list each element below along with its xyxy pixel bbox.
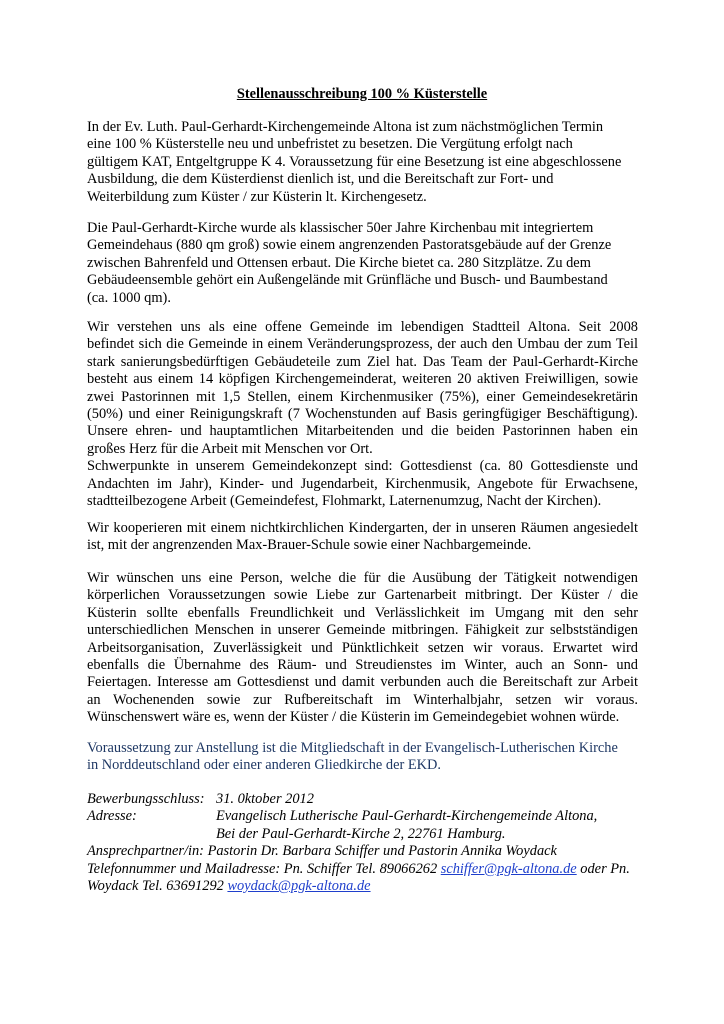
text-line: unterschiedlichen Menschen in unserer Gemeinde mitbringen. Fähigkeit zur selbstständigen [87,622,638,639]
text-line: Küsterin sollte ebenfalls Freundlichkeit und Verlässlichkeit im Umgang mit den sehr [87,604,638,621]
email-link-schiffer[interactable]: schiffer@pgk-altona.de [440,860,577,877]
text-line: stadtteilbezogene Arbeit (Gemeindefest, Flohmarkt, Laternenumzug, Nacht der Kirchen). [87,493,602,510]
text-line: Unsere ehren- und hauptamtlichen Mitarbeitenden und die beiden Pastorinnen haben ein [87,423,638,440]
address-label: Adresse: [87,808,137,825]
text-line: Arbeitsorganisation, Zuverlässigkeit und Pünktlichkeit setzen wir voraus. Erwartet wird [87,639,638,656]
document-title: Stellenausschreibung 100 % Küsterstelle [236,86,488,102]
text-line: in Norddeutschland oder einer anderen Gliedkirche der EKD. [87,757,442,774]
text-line: zwischen Bahrenfeld und Ottensen erbaut. Die Kirche bietet ca. 280 Sitzplätze. Zu dem [87,254,591,271]
deadline-row [87,791,638,808]
text-line: (50%) und einer Reinigungskraft (7 Wochenstunden auf Basis geringfügiger Beschäftigung). [87,406,638,423]
application-details [87,791,638,895]
phone-row-2 [87,878,638,895]
phone-row-1 [87,861,638,878]
phone-mid: oder Pn. [576,860,630,877]
email-link-woydack[interactable]: woydack@pgk-altona.de [227,878,371,895]
text-line: ebenfalls die Übernahme des Räum- und Streudienstes im Winter, auch an Sonn- und [87,657,638,674]
text-line: Weiterbildung zum Küster / zur Küsterin lt. Kirchengesetz. [87,188,427,205]
text-line: In der Ev. Luth. Paul-Gerhardt-Kirchengemeinde Altona ist zum nächstmöglichen Termin [87,119,604,135]
deadline-value: 31. 0ktober 2012 [216,791,314,807]
text-line: Voraussetzung zur Anstellung ist die Mitgliedschaft in der Evangelisch-Lutherischen Kirche [87,740,618,756]
text-line: Feiertagen. Interesse am Gottesdienst und damit verbunden auch die Bereitschaft zur Arbeit [87,674,638,691]
text-line: Schwerpunkte in unserem Gemeindekonzept sind: Gottesdienst (ca. 80 Gottesdienste und [87,458,638,475]
paragraph-membership [87,740,638,775]
text-line: (ca. 1000 qm). [87,289,171,306]
text-line: Andachten im Jahr), Kinder- und Jugendarbeit, Kirchenmusik, Angebote für Erwachsene, [87,475,638,492]
text-line: Gebäudeensemble gehört ein Außengelände mit Grünfläche und Busch- und Baumbestand [87,272,608,289]
text-line: körperlichen Voraussetzungen sowie Liebe zur Gartenarbeit mitbringt. Der Küster / die [87,587,638,604]
paragraph-intro [87,119,638,206]
paragraph-intro-text [87,119,638,206]
paragraph-community [87,319,638,510]
text-line: Die Paul-Gerhardt-Kirche wurde als klassischer 50er Jahre Kirchenbau mit integriertem [87,220,594,236]
paragraph-community-text [87,319,638,510]
contact-line: Ansprechpartner/in: Pastorin Dr. Barbara Schiffer und Pastorin Annika Woydack [87,843,557,860]
text-line: großes Herz für die Arbeit mit Menschen vor Ort. [87,440,373,457]
text-line: Wir kooperieren mit einem nichtkirchlichen Kindergarten, der in unseren Räumen angesiedelt [87,520,638,536]
text-line: an Wochenenden sowie zur Rufbereitschaft im Winterhalbjahr, setzen wir voraus. [87,691,638,708]
paragraph-church [87,220,638,307]
application-details-text [87,791,638,895]
text-line: Wir verstehen uns als eine offene Gemeinde im lebendigen Stadtteil Altona. Seit 2008 [87,319,638,335]
paragraph-cooperation [87,520,638,555]
text-line: Wünschenswert wäre es, wenn der Küster / die Küsterin im Gemeindegebiet wohnen würde. [87,709,620,726]
text-line: Wir wünschen uns eine Person, welche die für die Ausübung der Tätigkeit notwendigen [87,570,638,586]
phone-prefix: Telefonnummer und Mailadresse: Pn. Schiffer Tel. 89066262 [87,860,441,877]
text-line: Ausbildung, die dem Küsterdienst dienlich ist, und die Bereitschaft zur Fort- und [87,171,554,188]
paragraph-requirements-text [87,570,638,727]
text-line: zwei Pastorinnen mit 1,5 Stellen, einem Kirchenmusiker (75%), einer Gemeindesekretärin [87,388,638,405]
address-line-1: Evangelisch Lutherische Paul-Gerhardt-Kirchengemeinde Altona, [216,808,598,825]
text-line: befindet sich die Gemeinde in einem Veränderungsprozess, der auch den Umbau der zum Teil [87,336,638,353]
address-line-2: Bei der Paul-Gerhardt-Kirche 2, 22761 Hamburg. [216,825,506,842]
text-line: gültigem KAT, Entgeltgruppe K 4. Voraussetzung für eine Besetzung ist eine abgeschlossene [87,153,622,170]
paragraph-church-text [87,220,638,307]
address-row-2 [87,826,638,843]
text-line: besteht aus einem 14 köpfigen Kirchengemeinderat, weiteren 20 aktiven Freiwilligen, sowie [87,371,638,388]
text-line: stark sanierungsbedürftigen Gebäudeteile zum Ziel hat. Das Team der Paul-Gerhardt-Kirche [87,353,638,370]
phone2-prefix: Woydack Tel. 63691292 [87,878,228,895]
text-line: ist, mit der angrenzenden Max-Brauer-Schule sowie einer Nachbargemeinde. [87,537,532,554]
text-line: Gemeindehaus (880 qm groß) sowie einem angrenzenden Pastoratsgebäude auf der Grenze [87,237,612,254]
paragraph-requirements [87,570,638,727]
paragraph-cooperation-text [87,520,638,555]
deadline-label: Bewerbungsschluss: [87,791,205,807]
address-row [87,808,638,825]
text-line: eine 100 % Küsterstelle neu und unbefristet zu besetzen. Die Vergütung erfolgt nach [87,136,573,153]
paragraph-membership-text [87,740,638,775]
